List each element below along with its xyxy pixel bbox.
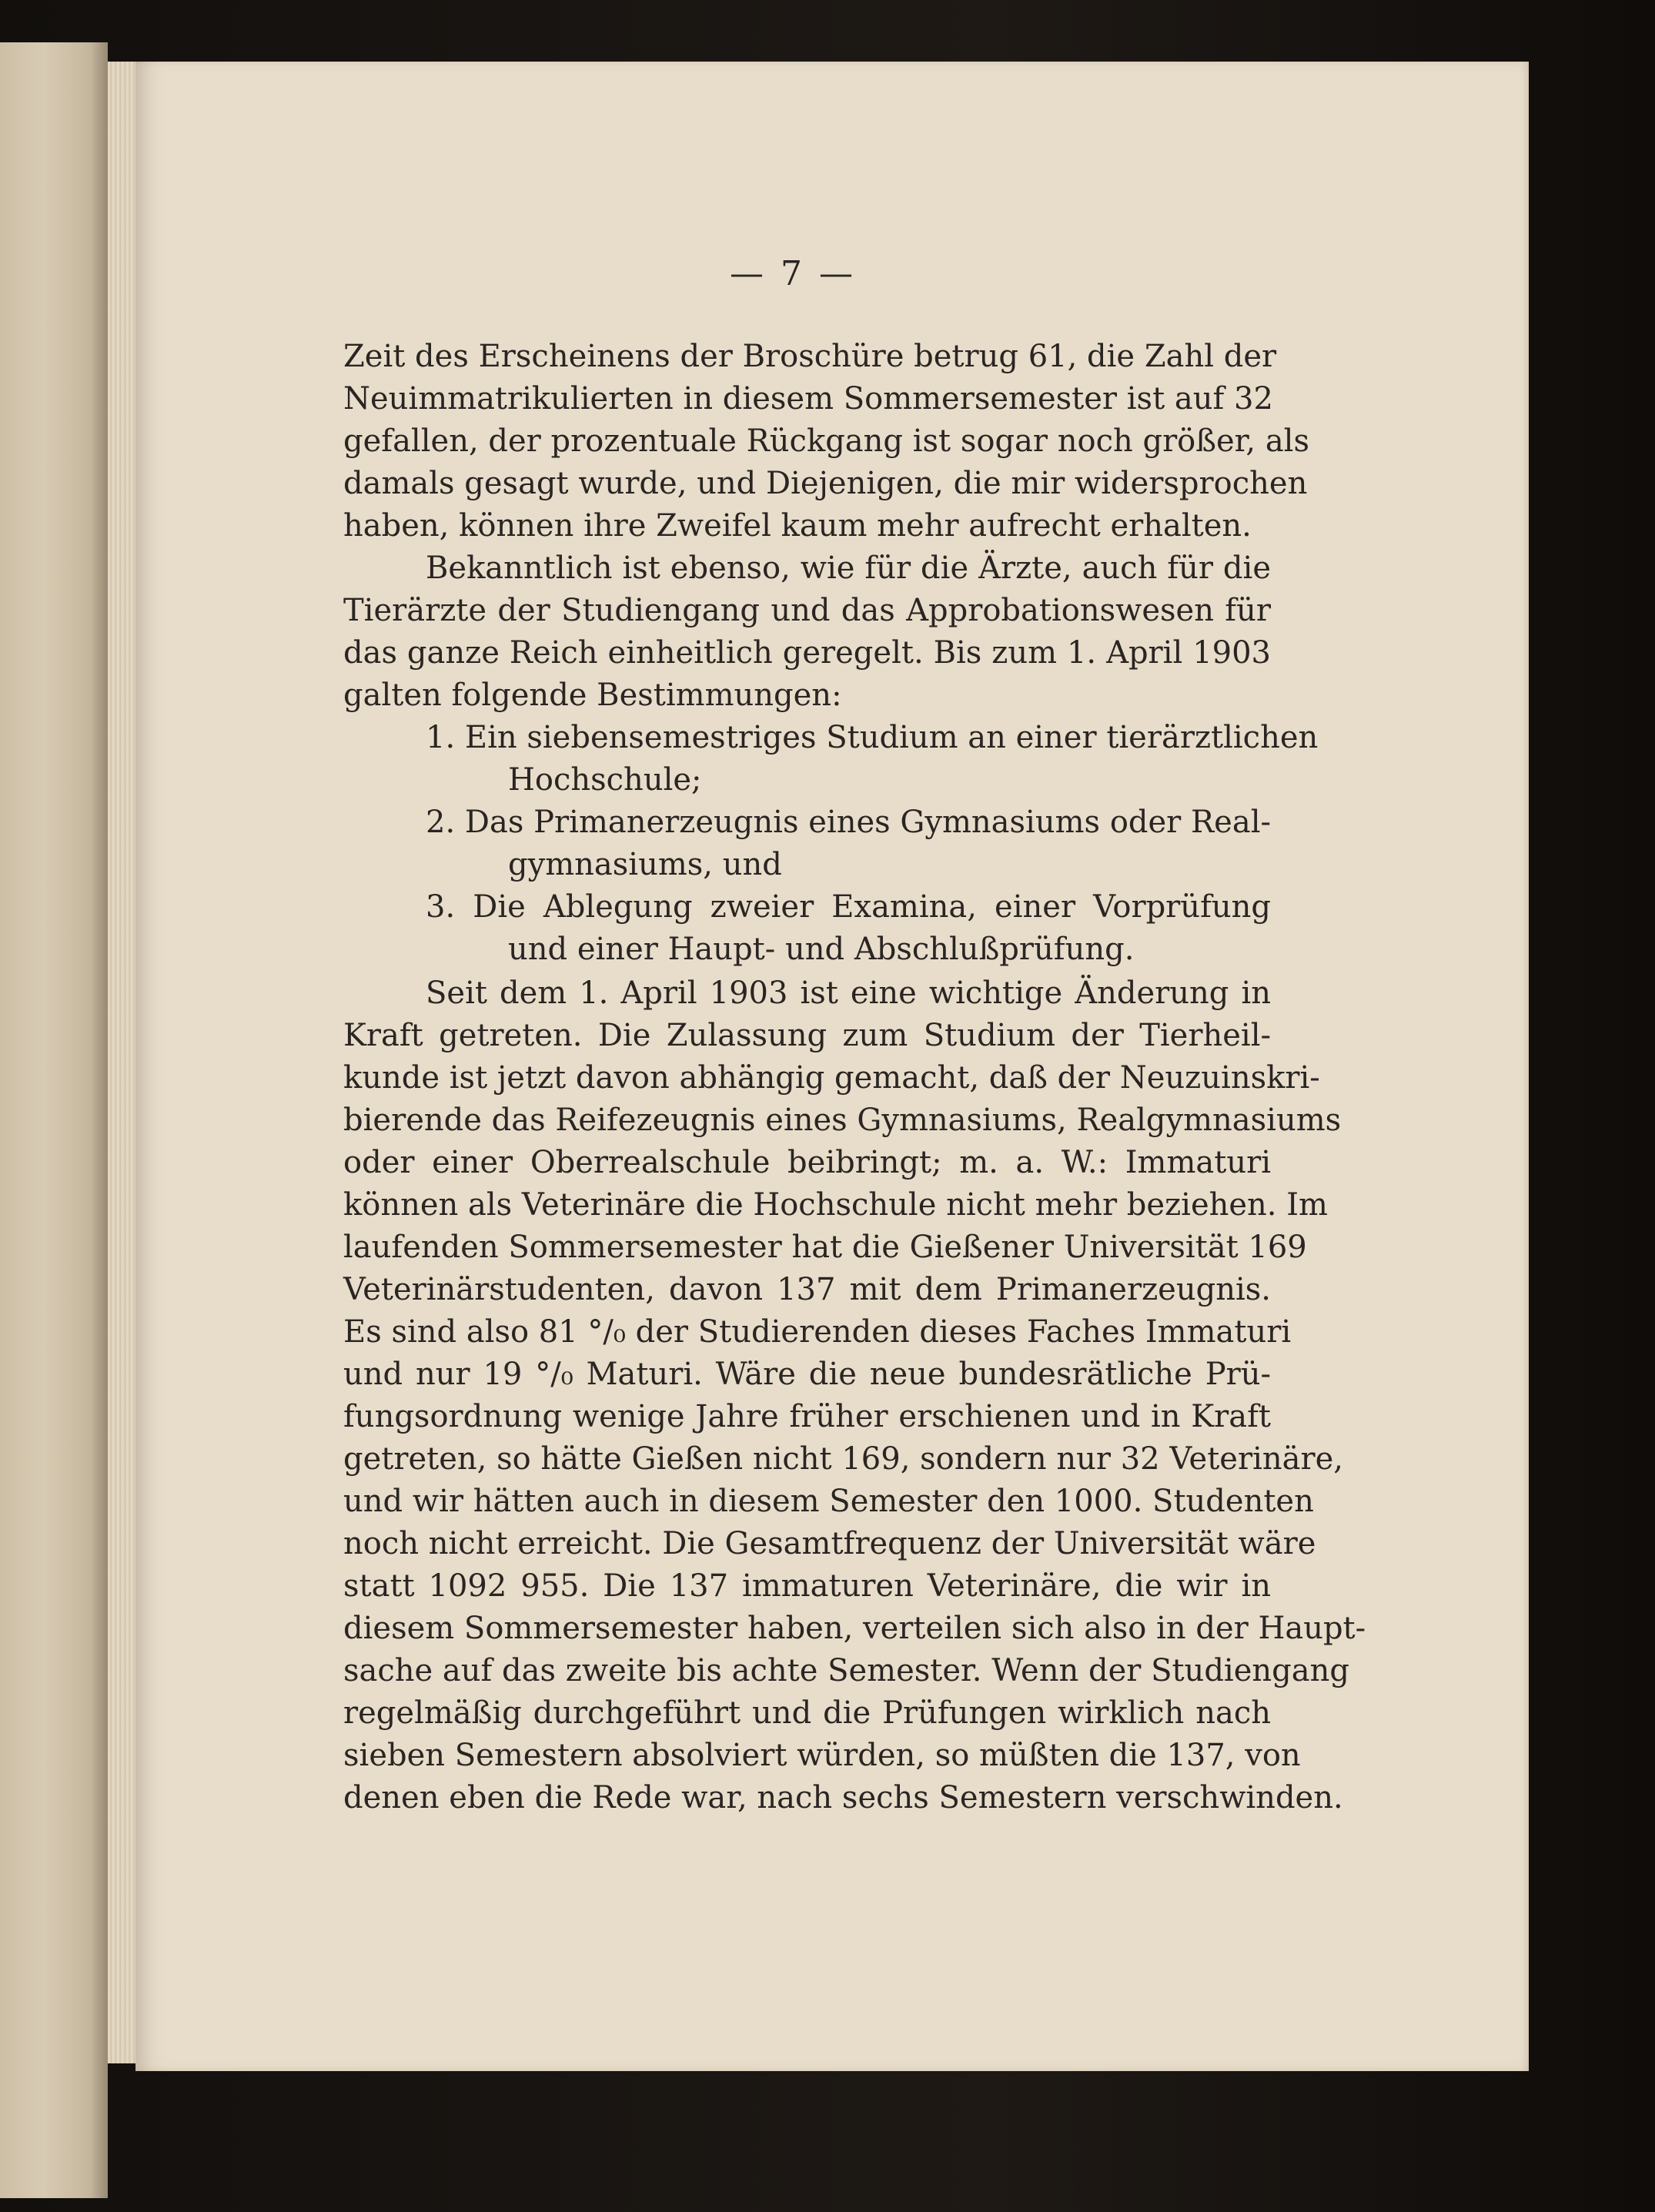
text-line: galten folgende Bestimmungen:: [343, 678, 842, 713]
text-line: können als Veterinäre die Hochschule nicht mehr beziehen. Im: [343, 1187, 1328, 1223]
text-line: noch nicht erreicht. Die Gesamtfrequenz der Universität wäre: [343, 1526, 1316, 1561]
text-line: fungsordnung wenige Jahre früher erschienen und in Kraft: [343, 1399, 1271, 1434]
text-line: Hochschule;: [508, 762, 702, 798]
page-number: — 7 —: [730, 254, 856, 293]
list-item: 2. Das Primanerzeugnis eines Gymnasiums oder Real-: [426, 805, 1271, 840]
text-line: denen eben die Rede war, nach sechs Semestern verschwinden.: [343, 1780, 1343, 1815]
text-line: Neuimmatrikulierten in diesem Sommersemester ist auf 32: [343, 381, 1273, 417]
list-item: 3. Die Ablegung zweier Examina, einer Vorprüfung: [426, 889, 1271, 925]
text-line: bierende das Reifezeugnis eines Gymnasiums, Realgymnasiums: [343, 1103, 1342, 1138]
page-stack-edges: [108, 62, 139, 2063]
text-line: und einer Haupt- und Abschlußprüfung.: [508, 932, 1135, 967]
text-line: statt 1092 955. Die 137 immaturen Veterinäre, die wir in: [343, 1568, 1271, 1604]
text-line: sieben Semestern absolviert würden, so müßten die 137, von: [343, 1738, 1301, 1773]
text-line: sache auf das zweite bis achte Semester. Wenn der Studiengang: [343, 1653, 1349, 1688]
text-line: und wir hätten auch in diesem Semester den 1000. Studenten: [343, 1484, 1314, 1519]
text-line: getreten, so hätte Gießen nicht 169, sondern nur 32 Veterinäre,: [343, 1441, 1344, 1477]
text-line: kunde ist jetzt davon abhängig gemacht, daß der Neuzuinskri-: [343, 1060, 1320, 1096]
list-item: 1. Ein siebensemestriges Studium an einer tierärztlichen: [426, 720, 1319, 755]
previous-page-edge: [0, 42, 108, 2198]
text-line: Seit dem 1. April 1903 ist eine wichtige Änderung in: [426, 975, 1271, 1011]
text-line: haben, können ihre Zweifel kaum mehr aufrecht erhalten.: [343, 508, 1252, 544]
text-line: Veterinärstudenten, davon 137 mit dem Primanerzeugnis.: [343, 1272, 1271, 1307]
text-line: Tierärzte der Studiengang und das Approbationswesen für: [343, 593, 1271, 628]
text-line: gymnasiums, und: [508, 847, 782, 882]
text-line: gefallen, der prozentuale Rückgang ist sogar noch größer, als: [343, 423, 1309, 459]
text-line: Es sind also 81 °/₀ der Studierenden dieses Faches Immaturi: [343, 1314, 1292, 1350]
text-line: Bekanntlich ist ebenso, wie für die Ärzte, auch für die: [426, 550, 1271, 586]
text-line: das ganze Reich einheitlich geregelt. Bis zum 1. April 1903: [343, 635, 1271, 671]
text-line: Kraft getreten. Die Zulassung zum Studium der Tierheil-: [343, 1018, 1271, 1053]
text-line: damals gesagt wurde, und Diejenigen, die mir widersprochen: [343, 466, 1308, 501]
text-line: oder einer Oberrealschule beibringt; m. a. W.: Immaturi: [343, 1145, 1271, 1180]
text-line: und nur 19 °/₀ Maturi. Wäre die neue bundesrätliche Prü-: [343, 1357, 1271, 1392]
text-line: laufenden Sommersemester hat die Gießener Universität 169: [343, 1230, 1307, 1265]
text-line: Zeit des Erscheinens der Broschüre betrug 61, die Zahl der: [343, 339, 1277, 374]
text-line: regelmäßig durchgeführt und die Prüfungen wirklich nach: [343, 1695, 1271, 1731]
text-line: diesem Sommersemester haben, verteilen sich also in der Haupt-: [343, 1611, 1366, 1646]
